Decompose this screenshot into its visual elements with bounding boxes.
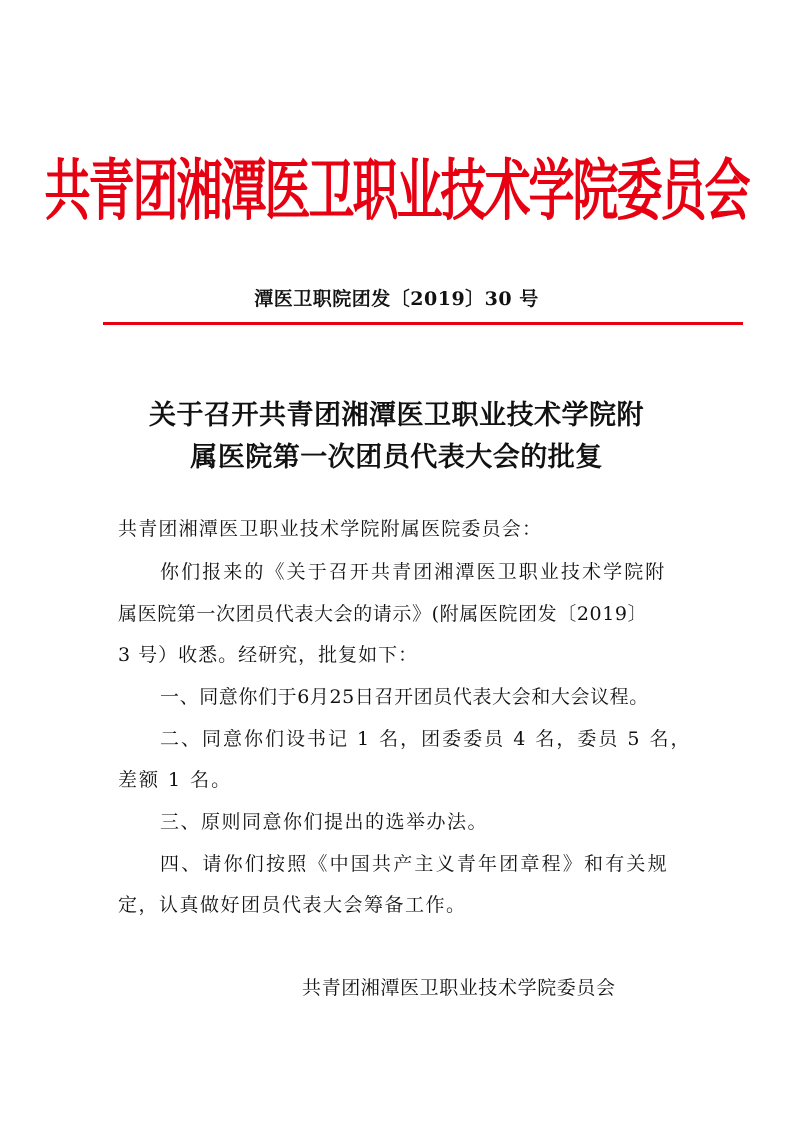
document-title-line-2: 属医院第一次团员代表大会的批复 bbox=[190, 442, 603, 473]
document-number: 潭医卫职院团发〔2019〕30 号 bbox=[254, 288, 539, 310]
reply-item-4-line-1: 四、请你们按照《中国共产主义青年团章程》和有关规 bbox=[160, 853, 669, 875]
issuing-organization-header: 共青团湘潭医卫职业技术学院委员会 bbox=[44, 151, 749, 230]
reply-item-4-line-2: 定，认真做好团员代表大会筹备工作。 bbox=[118, 894, 467, 916]
addressee: 共青团湘潭医卫职业技术学院附属医院委员会： bbox=[118, 518, 543, 540]
reply-item-3: 三、原则同意你们提出的选举办法。 bbox=[160, 811, 489, 833]
signature-organization: 共青团湘潭医卫职业技术学院委员会 bbox=[302, 977, 616, 999]
paragraph-line: 你们报来的《关于召开共青团湘潭医卫职业技术学院附 bbox=[160, 561, 667, 583]
red-separator-line bbox=[103, 322, 743, 325]
paragraph-line: 属医院第一次团员代表大会的请示》(附属医院团发〔2019〕 bbox=[118, 603, 648, 625]
reply-item-2-line-2: 差额 1 名。 bbox=[118, 769, 233, 791]
paragraph-line: 3 号）收悉。经研究，批复如下： bbox=[118, 644, 419, 666]
reply-item-1: 一、同意你们于6月25日召开团员代表大会和大会议程。 bbox=[160, 686, 649, 708]
reply-item-2-line-1: 二、同意你们设书记 1 名，团委委员 4 名，委员 5 名， bbox=[160, 728, 692, 750]
document-title-line-1: 关于召开共青团湘潭医卫职业技术学院附 bbox=[149, 400, 644, 431]
